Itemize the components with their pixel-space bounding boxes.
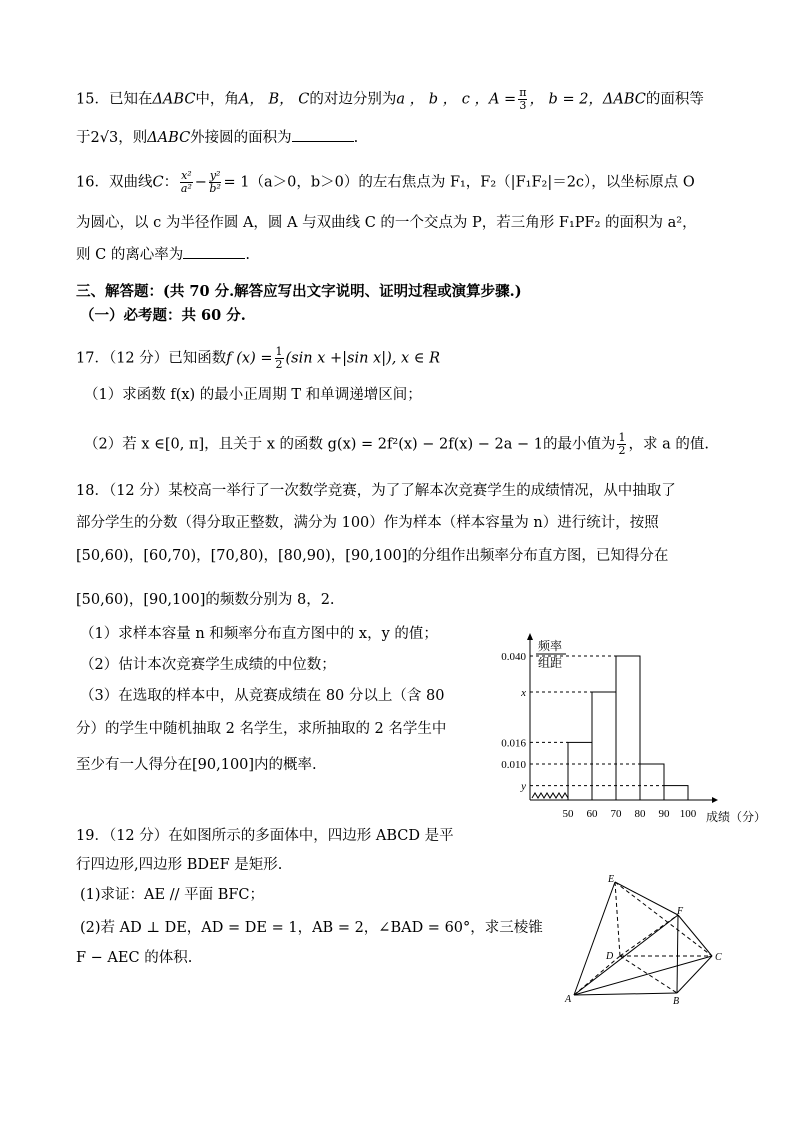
y-label-bottom: 组距: [538, 656, 563, 670]
x-tick-label: 90: [658, 808, 670, 820]
q19-line-1: 19．（12 分）在如图所示的多面体中，四边形 ABCD 是平: [76, 828, 454, 844]
q15-text: ，则: [118, 130, 148, 146]
q19-part2b: F − AEC 的体积.: [76, 950, 193, 966]
q15-line-2: [76, 127, 358, 148]
point-D: D: [606, 951, 614, 962]
q19-part1: (1)求证：AE // 平面 BFC；: [80, 887, 265, 903]
y-tick-label: 0.016: [501, 737, 526, 750]
histogram-bar: [568, 742, 592, 800]
point-A: A: [565, 994, 572, 1005]
q15-text: 外接圆的面积为: [190, 130, 292, 146]
axis-break: [532, 793, 568, 798]
point-C: C: [715, 952, 722, 963]
x-tick-label: 70: [610, 808, 622, 820]
q16-text: = 1（a＞0，b＞0）的左右焦点为 F₁，F₂（|F₁F₂|＝2c），以坐标原点 O: [223, 174, 695, 191]
q15-sides: a ， b ， c ，: [396, 91, 489, 108]
q17-part1: （1）求函数 f(x) 的最小正周期 T 和单调递增区间；: [84, 387, 422, 403]
y-tick-label: 0.010: [501, 759, 526, 771]
x-axis-arrow: [712, 797, 718, 803]
point-F: F: [677, 906, 684, 917]
q18-line-2: 部分学生的分数（得分取正整数，满分为 100）作为样本（样本容量为 n）进行统计，按照: [76, 515, 659, 531]
q16-answer-blank: [183, 244, 245, 259]
q16-C: C: [152, 174, 164, 191]
q16-line-3: [76, 244, 250, 265]
section3-subtitle: （一）必考题：共 60 分.: [80, 307, 246, 324]
q18-part3a: （3）在选取的样本中，从竞赛成绩在 80 分以上（含 80: [80, 688, 445, 704]
q15-triangle: ΔABC: [602, 91, 646, 108]
q16-text: 为圆心，以 c 为半径作圆 A，圆 A 与双曲线 C 的一个交点为 P，若三角形 F₁PF₂ 的面积为 a²，: [76, 215, 697, 231]
q16-line-2: [76, 213, 697, 233]
q15-text: 15．已知在: [76, 91, 153, 108]
q15-answer-blank: [292, 127, 354, 142]
q15-text: .: [353, 130, 359, 146]
q15-b-eq: ， b = 2，: [529, 91, 603, 108]
y-tick-label: 0.040: [501, 651, 526, 663]
y-tick-label: x: [521, 687, 526, 699]
x-axis-label: 成绩（分）: [706, 810, 767, 824]
x-tick-label: 60: [586, 808, 598, 820]
q18-part3c: 至少有一人得分在[90,100]内的概率.: [76, 757, 317, 773]
q17-text: 17．（12 分）已知函数: [76, 350, 227, 367]
q18-line-4: [50,60)，[90,100]的频数分别为 8，2.: [76, 592, 335, 608]
q15-triangle: ΔABC: [147, 130, 191, 146]
q15-text: 中，角: [195, 91, 239, 108]
section3-title: 三、解答题：(共 70 分.解答应写出文字说明、证明过程或演算步骤.): [76, 283, 522, 300]
x-tick-label: 100: [679, 808, 697, 820]
histogram-bar: [640, 764, 664, 800]
q15-line-1: [76, 87, 704, 112]
q16-frac-y: $\frac{\text{y²}}{\text{b²}}$: [209, 169, 221, 195]
q17-text: （2）若 x ∈[0, π]，且关于 x 的函数 g(x) = 2f²(x) − 2f(x) − 2a − 1的最小值为: [84, 436, 616, 453]
q15-text: 于: [76, 130, 91, 146]
y-label-top: 频率: [538, 639, 563, 653]
q18-part2: （2）估计本次竞赛学生成绩的中位数；: [80, 657, 336, 673]
y-tick-label: y: [521, 780, 526, 793]
q16-text: .: [245, 247, 250, 263]
histogram-bar: [616, 656, 640, 800]
q19-part2: (2)若 AD ⊥ DE，AD = DE = 1，AB = 2，∠BAD = 60°，求三棱锥: [80, 920, 543, 936]
q16-text: 则 C 的离心率为: [76, 247, 184, 263]
x-tick-label: 80: [634, 808, 646, 820]
frequency-histogram: [490, 630, 780, 830]
q16-text: 16．双曲线: [76, 174, 153, 191]
q15-text: 的面积等: [645, 91, 704, 108]
q18-line-3: [50,60)，[60,70)，[70,80)，[80,90)，[90,100]的分组作出频率分布直方图，已知得分在: [76, 548, 669, 564]
polyhedron-figure: [560, 870, 740, 1010]
q17-half-2: $\frac{1}{2}$: [618, 431, 626, 457]
histogram-bar: [664, 786, 688, 800]
q15-text: 的对边分别为: [309, 91, 397, 108]
q18-part1: （1）求样本容量 n 和频率分布直方图中的 x，y 的值；: [80, 626, 438, 642]
q15-area-value: 2√3: [90, 130, 119, 146]
q19-line-2: 行四边形,四边形 BDEF 是矩形.: [76, 857, 283, 873]
q15-angles: A， B， C: [238, 91, 310, 108]
q17-fx: f (x) =: [226, 350, 273, 367]
histogram-bar: [592, 692, 616, 800]
q17-part2: [84, 432, 709, 457]
q16-frac-x: $\frac{\text{x²}}{\text{a²}}$: [180, 169, 192, 195]
q15-pi-over-3: $\frac{\pi}{3}$: [519, 86, 527, 112]
q17-expr: (sin x +|sin x|), x ∈ R: [285, 350, 441, 367]
q17-head: [76, 346, 440, 371]
q18-line-1: 18．（12 分）某校高一举行了一次数学竞赛，为了了解本次竞赛学生的成绩情况，从中抽取了: [76, 483, 676, 499]
x-tick-label: 50: [562, 808, 574, 820]
y-axis-arrow: [527, 633, 533, 640]
q17-text: ，求 a 的值.: [628, 436, 709, 453]
q15-A-eq: A =: [488, 91, 517, 108]
q16-line-1: 16．双曲线C： $\frac{\text{x²}}{\text{a²}}$ − $\frac{\text{y²}}{\text{b²}}$ = 1（a＞0，b＞0）的左右焦点为 F₁，F₂（|F₁F₂|＝2c），以坐标原点 O: [76, 169, 695, 195]
q15-triangle: ΔABC: [152, 91, 196, 108]
point-E: E: [608, 874, 615, 885]
point-B: B: [673, 996, 680, 1007]
q16-text: ：: [163, 174, 179, 191]
q17-half: $\frac{1}{2}$: [275, 345, 283, 371]
q18-part3b: 分）的学生中随机抽取 2 名学生，求所抽取的 2 名学生中: [76, 721, 447, 737]
